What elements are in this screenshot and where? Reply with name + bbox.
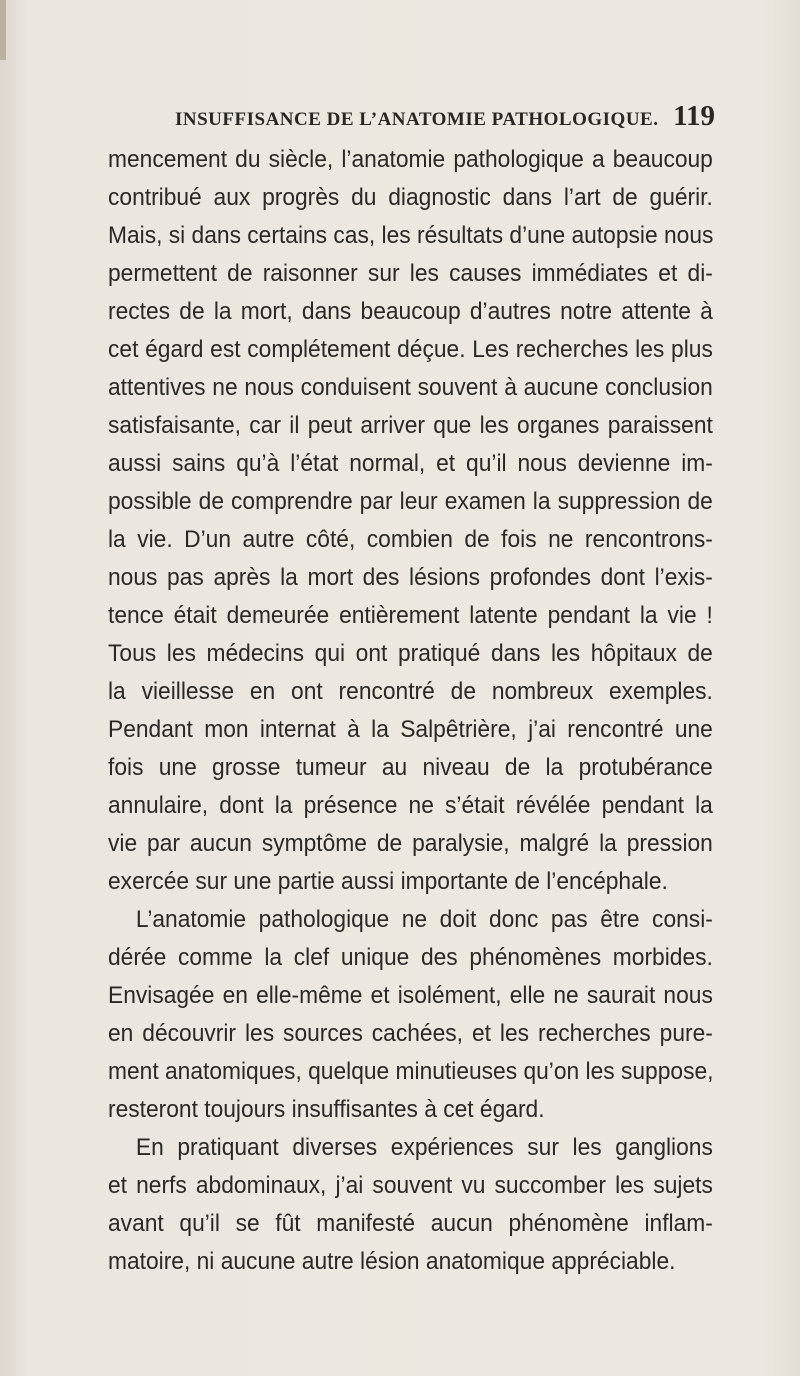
text-line: contribué aux progrès du diagnostic dans l’art de guérir.	[108, 184, 713, 211]
page-edge-mark	[0, 0, 6, 60]
text-line: vie par aucun symptôme de paralysie, malgré la pression	[108, 830, 713, 857]
text-line: avant qu’il se fût manifesté aucun phénomène inflam-	[108, 1210, 713, 1237]
text-line: attentives ne nous conduisent souvent à aucune conclusion	[108, 374, 713, 401]
text-line: Tous les médecins qui ont pratiqué dans les hôpitaux de	[108, 640, 713, 667]
running-title: INSUFFISANCE DE L’ANATOMIE PATHOLOGIQUE.	[175, 109, 659, 130]
text-line: dérée comme la clef unique des phénomènes morbides.	[108, 944, 713, 971]
text-line: L’anatomie pathologique ne doit donc pas être consi-	[135, 906, 713, 933]
text-line: Mais, si dans certains cas, les résultats d’une autopsie nous	[108, 222, 714, 249]
paragraph	[108, 901, 713, 1129]
text-line: Pendant mon internat à la Salpêtrière, j’ai rencontré une	[108, 716, 713, 743]
text-line: Envisagée en elle-même et isolément, elle ne saurait nous	[108, 982, 713, 1009]
text-line: permettent de raisonner sur les causes immédiates et di-	[108, 260, 713, 287]
page-number: 119	[673, 100, 715, 132]
page-header	[175, 100, 715, 140]
text-line: fois une grosse tumeur au niveau de la protubérance	[108, 754, 713, 781]
text-line: exercée sur une partie aussi importante de l’encéphale.	[108, 868, 668, 895]
text-line: possible de comprendre par leur examen la suppression de	[108, 488, 713, 515]
body-text	[108, 141, 713, 1281]
text-line: cet égard est complétement déçue. Les recherches les plus	[108, 336, 713, 363]
text-line: la vieillesse en ont rencontré de nombreux exemples.	[108, 678, 713, 705]
text-line: En pratiquant diverses expériences sur les ganglions	[135, 1134, 713, 1161]
text-line: en découvrir les sources cachées, et les recherches pure-	[108, 1020, 713, 1047]
text-line: resteront toujours insuffisantes à cet égard.	[108, 1096, 545, 1123]
text-line: rectes de la mort, dans beaucoup d’autres notre attente à	[108, 298, 713, 325]
text-line: annulaire, dont la présence ne s’était révélée pendant la	[108, 792, 713, 819]
text-line: satisfaisante, car il peut arriver que les organes paraissent	[108, 412, 713, 439]
text-line: mencement du siècle, l’anatomie pathologique a beaucoup	[108, 146, 713, 173]
text-line: tence était demeurée entièrement latente pendant la vie !	[108, 602, 713, 629]
paragraph	[108, 1129, 713, 1281]
text-line: aussi sains qu’à l’état normal, et qu’il nous devienne im-	[108, 450, 713, 477]
text-line: matoire, ni aucune autre lésion anatomique appréciable.	[108, 1248, 676, 1275]
text-line: ment anatomiques, quelque minutieuses qu’on les suppose,	[108, 1058, 714, 1085]
paragraph	[108, 141, 713, 901]
text-line: la vie. D’un autre côté, combien de fois ne rencontrons-	[108, 526, 713, 553]
text-line: nous pas après la mort des lésions profondes dont l’exis-	[108, 564, 713, 591]
text-line: et nerfs abdominaux, j’ai souvent vu succomber les sujets	[108, 1172, 713, 1199]
